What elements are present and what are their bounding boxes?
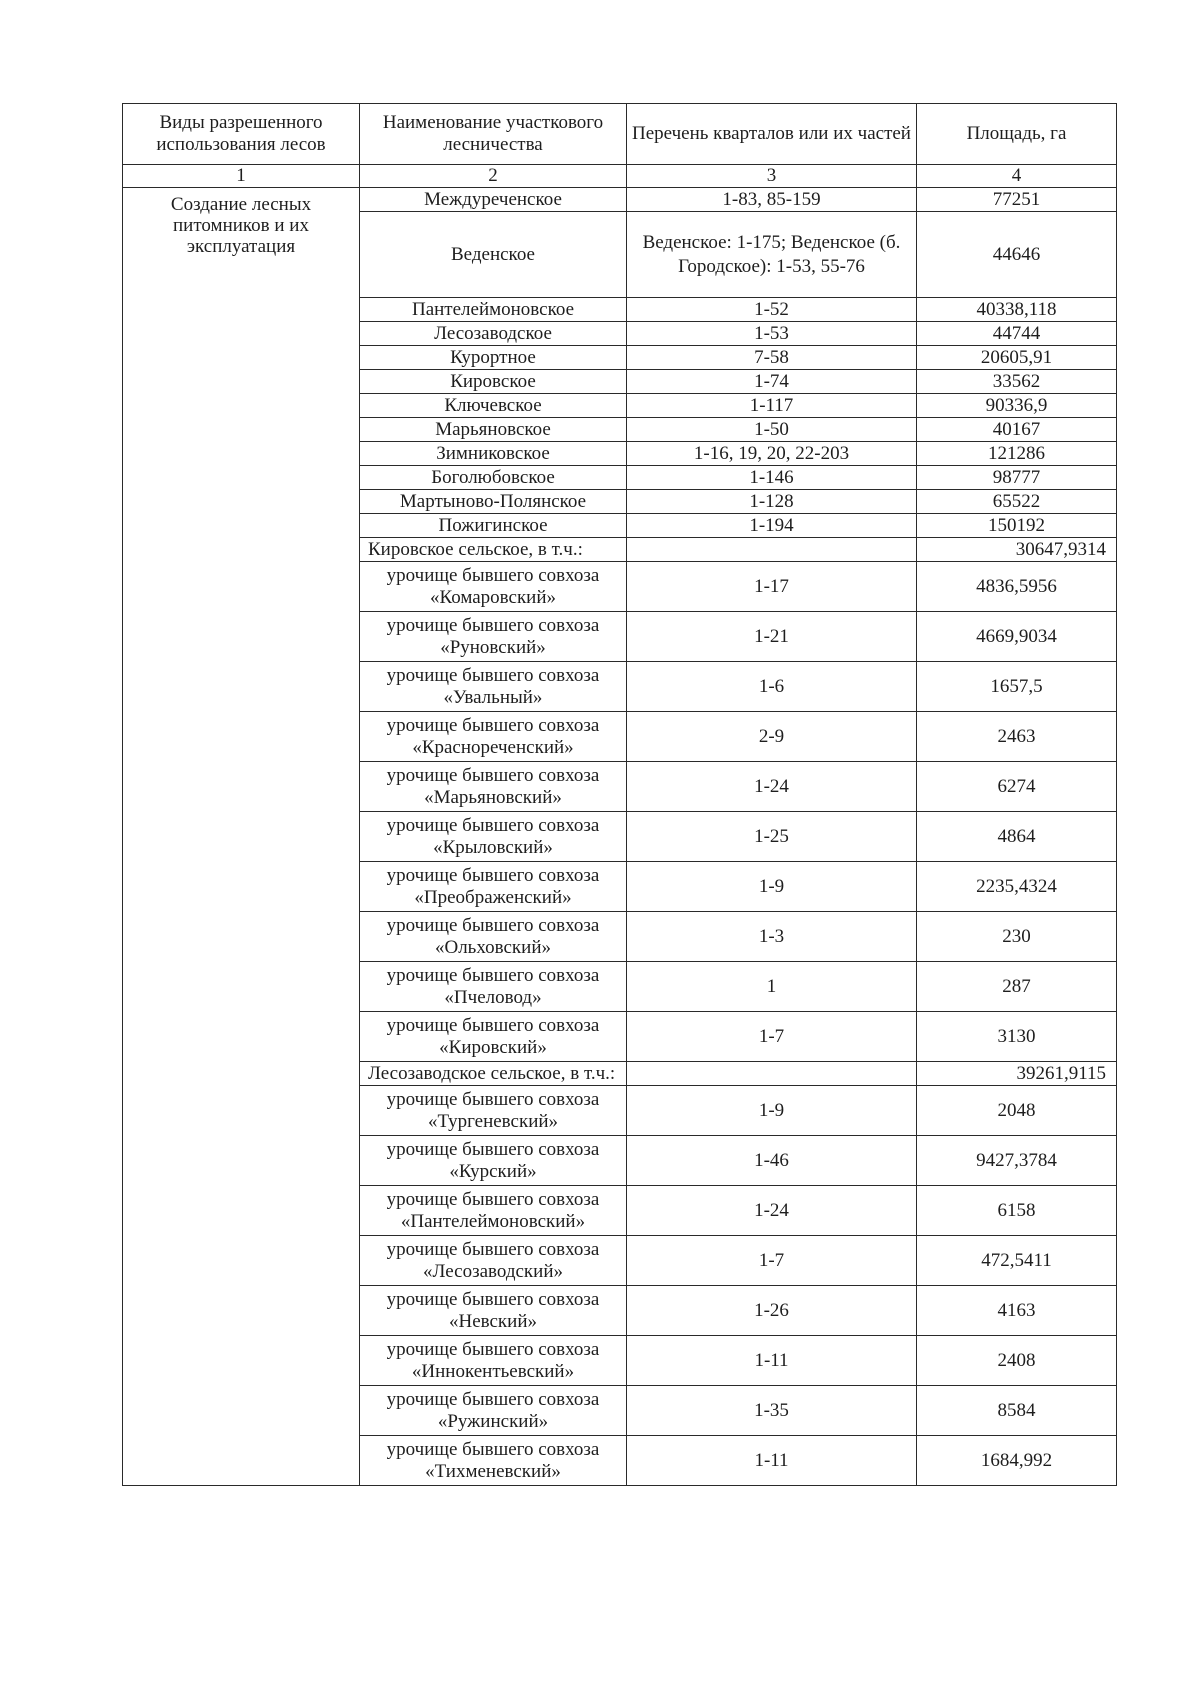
area-cell: 98777 xyxy=(917,466,1117,490)
area-cell: 4163 xyxy=(917,1286,1117,1336)
quarters-cell xyxy=(627,1062,917,1086)
forestry-name-cell: Курортное xyxy=(360,346,627,370)
quarters-cell: 1-128 xyxy=(627,490,917,514)
header-use-type: Виды разрешенного использования лесов xyxy=(123,104,360,165)
quarters-cell: 1-25 xyxy=(627,812,917,862)
quarters-cell: 1-24 xyxy=(627,762,917,812)
forestry-name-cell: урочище бывшего совхоза «Лесозаводский» xyxy=(360,1236,627,1286)
forestry-name-cell: урочище бывшего совхоза «Пантелеймоновский» xyxy=(360,1186,627,1236)
forestry-name-cell: Пожигинское xyxy=(360,514,627,538)
forestry-name-cell: урочище бывшего совхоза «Иннокентьевский» xyxy=(360,1336,627,1386)
header-forestry-name: Наименование участкового лесничества xyxy=(360,104,627,165)
area-cell: 287 xyxy=(917,962,1117,1012)
quarters-cell: 1-17 xyxy=(627,562,917,612)
table-row xyxy=(123,188,1117,212)
area-cell: 150192 xyxy=(917,514,1117,538)
quarters-cell: 1-194 xyxy=(627,514,917,538)
area-cell: 6158 xyxy=(917,1186,1117,1236)
forestry-name-cell: Веденское xyxy=(360,212,627,298)
quarters-cell: 1-11 xyxy=(627,1336,917,1386)
forestry-name-cell: урочище бывшего совхоза «Марьяновский» xyxy=(360,762,627,812)
quarters-cell: 1-83, 85-159 xyxy=(627,188,917,212)
area-cell: 44646 xyxy=(917,212,1117,298)
area-cell: 2408 xyxy=(917,1336,1117,1386)
area-cell: 9427,3784 xyxy=(917,1136,1117,1186)
forestry-name-cell: урочище бывшего совхоза «Увальный» xyxy=(360,662,627,712)
quarters-cell: 1 xyxy=(627,962,917,1012)
forest-use-table xyxy=(122,103,1117,1486)
forestry-name-cell: Лесозаводское xyxy=(360,322,627,346)
quarters-cell: 1-7 xyxy=(627,1012,917,1062)
quarters-cell: 1-16, 19, 20, 22-203 xyxy=(627,442,917,466)
forestry-name-cell: Лесозаводское сельское, в т.ч.: xyxy=(360,1062,627,1086)
quarters-cell: 1-53 xyxy=(627,322,917,346)
area-cell: 39261,9115 xyxy=(917,1062,1117,1086)
use-type-cell: Создание лесных питомников и их эксплуатация xyxy=(123,188,360,1486)
quarters-cell: 1-52 xyxy=(627,298,917,322)
quarters-cell: 1-21 xyxy=(627,612,917,662)
quarters-cell: 1-9 xyxy=(627,862,917,912)
quarters-cell: 7-58 xyxy=(627,346,917,370)
forestry-name-cell: урочище бывшего совхоза «Тихменевский» xyxy=(360,1436,627,1486)
column-number: 4 xyxy=(917,165,1117,188)
quarters-cell: 1-117 xyxy=(627,394,917,418)
forestry-name-cell: урочище бывшего совхоза «Невский» xyxy=(360,1286,627,1336)
quarters-cell: 1-9 xyxy=(627,1086,917,1136)
header-row xyxy=(123,104,1117,165)
area-cell: 1684,992 xyxy=(917,1436,1117,1486)
quarters-cell: 1-46 xyxy=(627,1136,917,1186)
forestry-name-cell: урочище бывшего совхоза «Кировский» xyxy=(360,1012,627,1062)
forestry-name-cell: Кировское xyxy=(360,370,627,394)
forestry-name-cell: урочище бывшего совхоза «Крыловский» xyxy=(360,812,627,862)
area-cell: 3130 xyxy=(917,1012,1117,1062)
forestry-name-cell: урочище бывшего совхоза «Ружинский» xyxy=(360,1386,627,1436)
forestry-name-cell: Зимниковское xyxy=(360,442,627,466)
area-cell: 6274 xyxy=(917,762,1117,812)
quarters-cell: 1-146 xyxy=(627,466,917,490)
area-cell: 20605,91 xyxy=(917,346,1117,370)
area-cell: 1657,5 xyxy=(917,662,1117,712)
forestry-name-cell: урочище бывшего совхоза «Комаровский» xyxy=(360,562,627,612)
forestry-name-cell: Кировское сельское, в т.ч.: xyxy=(360,538,627,562)
area-cell: 40338,118 xyxy=(917,298,1117,322)
forestry-name-cell: урочище бывшего совхоза «Преображенский» xyxy=(360,862,627,912)
area-cell: 2235,4324 xyxy=(917,862,1117,912)
area-cell: 121286 xyxy=(917,442,1117,466)
quarters-cell: Веденское: 1-175; Веденское (б. Городское): 1-53, 55-76 xyxy=(627,212,917,298)
area-cell: 65522 xyxy=(917,490,1117,514)
forestry-name-cell: урочище бывшего совхоза «Руновский» xyxy=(360,612,627,662)
area-cell: 8584 xyxy=(917,1386,1117,1436)
quarters-cell: 1-6 xyxy=(627,662,917,712)
quarters-cell: 1-24 xyxy=(627,1186,917,1236)
column-number: 1 xyxy=(123,165,360,188)
area-cell: 472,5411 xyxy=(917,1236,1117,1286)
forestry-name-cell: урочище бывшего совхоза «Ольховский» xyxy=(360,912,627,962)
area-cell: 40167 xyxy=(917,418,1117,442)
forestry-name-cell: урочище бывшего совхоза «Пчеловод» xyxy=(360,962,627,1012)
area-cell: 77251 xyxy=(917,188,1117,212)
area-cell: 4864 xyxy=(917,812,1117,862)
area-cell: 230 xyxy=(917,912,1117,962)
header-area: Площадь, га xyxy=(917,104,1117,165)
column-number: 2 xyxy=(360,165,627,188)
forestry-name-cell: Марьяновское xyxy=(360,418,627,442)
area-cell: 2048 xyxy=(917,1086,1117,1136)
area-cell: 30647,9314 xyxy=(917,538,1117,562)
forestry-name-cell: Мартыново-Полянское xyxy=(360,490,627,514)
quarters-cell: 1-50 xyxy=(627,418,917,442)
forestry-name-cell: Боголюбовское xyxy=(360,466,627,490)
area-cell: 44744 xyxy=(917,322,1117,346)
quarters-cell xyxy=(627,538,917,562)
quarters-cell: 2-9 xyxy=(627,712,917,762)
quarters-cell: 1-35 xyxy=(627,1386,917,1436)
area-cell: 33562 xyxy=(917,370,1117,394)
quarters-cell: 1-26 xyxy=(627,1286,917,1336)
column-number: 3 xyxy=(627,165,917,188)
forestry-name-cell: урочище бывшего совхоза «Курский» xyxy=(360,1136,627,1186)
forestry-name-cell: Ключевское xyxy=(360,394,627,418)
quarters-cell: 1-74 xyxy=(627,370,917,394)
header-quarters: Перечень кварталов или их частей xyxy=(627,104,917,165)
area-cell: 90336,9 xyxy=(917,394,1117,418)
forestry-name-cell: Пантелеймоновское xyxy=(360,298,627,322)
area-cell: 4836,5956 xyxy=(917,562,1117,612)
area-cell: 2463 xyxy=(917,712,1117,762)
forestry-name-cell: урочище бывшего совхоза «Краснореченский» xyxy=(360,712,627,762)
quarters-cell: 1-3 xyxy=(627,912,917,962)
quarters-cell: 1-11 xyxy=(627,1436,917,1486)
area-cell: 4669,9034 xyxy=(917,612,1117,662)
forestry-name-cell: урочище бывшего совхоза «Тургеневский» xyxy=(360,1086,627,1136)
forestry-name-cell: Междуреченское xyxy=(360,188,627,212)
column-number-row xyxy=(123,165,1117,188)
quarters-cell: 1-7 xyxy=(627,1236,917,1286)
